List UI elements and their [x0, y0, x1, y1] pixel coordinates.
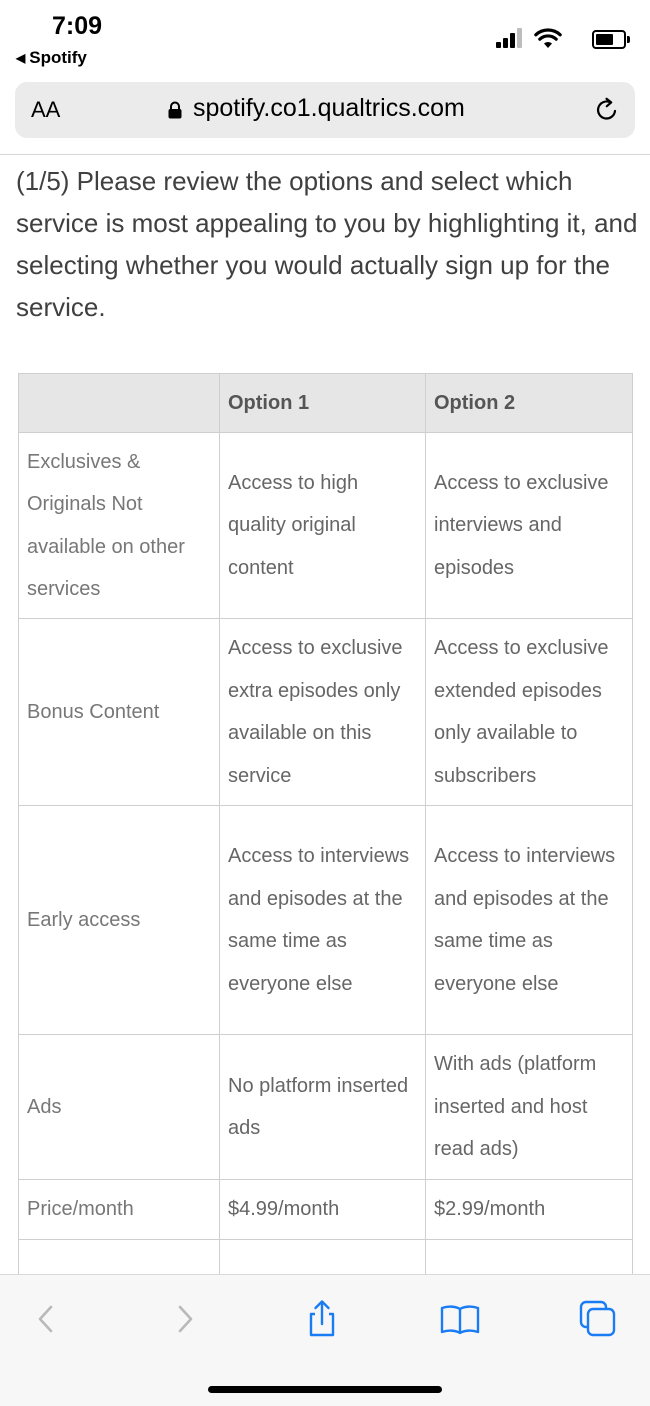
row-label: Bonus Content [19, 619, 220, 806]
back-app-label: Spotify [29, 48, 87, 67]
option-1-cell[interactable]: Access to interviews and episodes at the same time as everyone else [220, 806, 426, 1035]
table-row [19, 433, 633, 619]
header-option-1[interactable]: Option 1 [220, 374, 426, 433]
survey-question-text: (1/5) Please review the options and select which service is most appealing to you by highlighting it, and selecting whether you would actually sign up for the service. [16, 166, 638, 322]
header-option-2[interactable]: Option 2 [426, 374, 633, 433]
option-1-cell[interactable]: Access to exclusive extra episodes only available on this service [220, 619, 426, 806]
bookmarks-icon[interactable] [438, 1297, 482, 1341]
row-label: Price/month [19, 1180, 220, 1240]
back-triangle-icon: ◀ [16, 51, 26, 65]
option-1-cell[interactable]: Access to high quality original content [220, 433, 426, 619]
battery-icon [592, 30, 626, 49]
table-row [19, 1180, 633, 1240]
option-2-cell[interactable]: With ads (platform inserted and host read ads) [426, 1035, 633, 1180]
status-bar [0, 0, 650, 80]
lock-icon [167, 101, 183, 119]
header-empty-cell [19, 374, 220, 433]
option-2-cell[interactable]: $2.99/month [426, 1180, 633, 1240]
back-to-app-button[interactable] [16, 48, 87, 68]
table-header-row [19, 374, 633, 433]
option-2-cell[interactable]: Access to exclusive extended episodes only available to subscribers [426, 619, 633, 806]
table-row [19, 619, 633, 806]
status-time: 7:09 [52, 12, 103, 40]
tabs-icon[interactable] [576, 1297, 620, 1341]
address-bar-divider [0, 154, 650, 155]
text-size-button[interactable]: AA [31, 97, 61, 122]
back-icon[interactable] [24, 1297, 68, 1341]
address-bar[interactable] [15, 82, 635, 138]
options-comparison-table [18, 373, 633, 1285]
url-text[interactable]: spotify.co1.qualtrics.com [193, 94, 465, 122]
option-1-cell[interactable]: $4.99/month [220, 1180, 426, 1240]
option-2-cell[interactable]: Access to exclusive interviews and episodes [426, 433, 633, 619]
table-row [19, 806, 633, 1035]
cellular-signal-icon [496, 28, 524, 48]
wifi-icon [534, 28, 562, 50]
home-indicator [208, 1386, 442, 1393]
table-row [19, 1035, 633, 1180]
row-label: Ads [19, 1035, 220, 1180]
option-1-cell[interactable]: No platform inserted ads [220, 1035, 426, 1180]
row-label: Early access [19, 806, 220, 1035]
share-icon[interactable] [300, 1297, 344, 1341]
reload-icon[interactable] [593, 96, 621, 124]
status-icons [482, 28, 632, 50]
option-2-cell[interactable]: Access to interviews and episodes at the same time as everyone else [426, 806, 633, 1035]
row-label: Exclusives & Originals Not available on other services [19, 433, 220, 619]
forward-icon[interactable] [163, 1297, 207, 1341]
